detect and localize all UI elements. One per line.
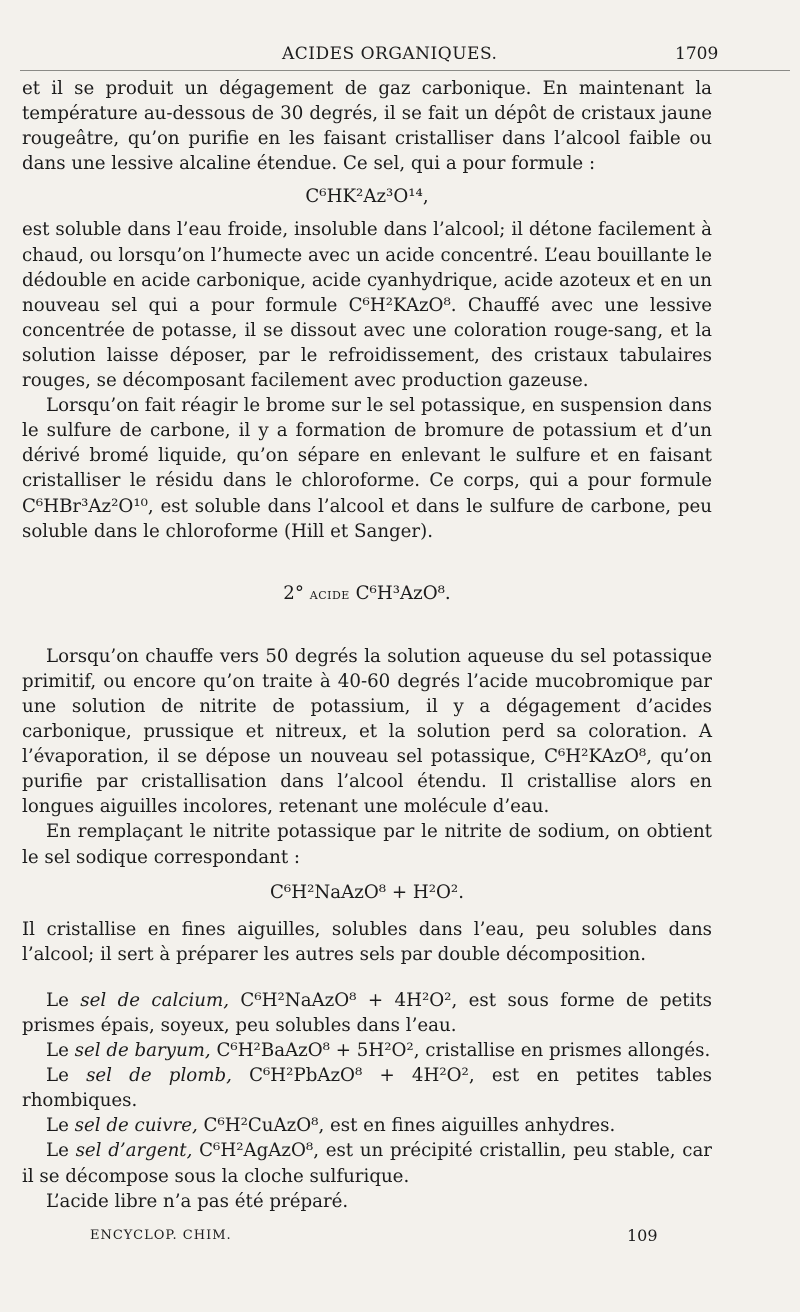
paragraph-7: L’acide libre n’a pas été préparé. xyxy=(46,1190,349,1212)
paragraph-3: Lorsqu’on fait réagir le brome sur le sel potassique, en suspension dans le sulfure de carbone, il y a formation de bromure de potassium et d’un dérivé bromé liquide, qu’on sépare en enlevant le sulfure et en faisant cristalliser le résidu dans le chloroforme. Ce corps, qui a pour formule C⁶HBr³Az²O¹⁰, est soluble dans l’alcool et dans le sulfure de carbone, peu soluble dans le chloroforme (Hill et Sanger). xyxy=(22,395,712,542)
running-header xyxy=(0,44,800,70)
salt-calcium: Le sel de calcium, C⁶H²NaAzO⁸ + 4H²O², est sous forme de petits prismes épais, soyeux, peu solubles dans l’eau. xyxy=(22,989,713,1036)
paragraph-4: Lorsqu’on chauffe vers 50 degrés la solution aqueuse du sel potassique primitif, ou encore qu’on traite à 40-60 degrés l’acide mucobromique par une solution de nitrite de potassium, il y a dégagement d’acides carbonique, prussique et nitreux, et la solution perd sa coloration. A l’évaporation, il se dépose un nouveau sel potassique, C⁶H²KAzO⁸, qu’on purifie par cristallisation dans l’alcool étendu. Il cristallise alors en longues aiguilles incolores, retenant une molécule d’eau. xyxy=(22,645,712,818)
section-number: 2° xyxy=(283,582,304,604)
section-word: acide xyxy=(309,584,350,603)
salt-name: sel de cuivre, xyxy=(74,1115,198,1137)
footer-signature: ENCYCLOP. CHIM. xyxy=(90,1228,232,1243)
section-heading xyxy=(22,581,712,607)
header-rule xyxy=(20,70,790,71)
salt-name: sel de baryum, xyxy=(74,1040,211,1062)
page-footer xyxy=(0,1228,800,1252)
salt-name: sel de plomb, xyxy=(86,1065,232,1087)
salt-argent: Le sel d’argent, C⁶H²AgAzO⁸, est un précipité cristallin, peu stable, car il se décompose sous la cloche sulfurique. xyxy=(22,1140,713,1187)
formula-1: C⁶HK²Az³O¹⁴, xyxy=(305,186,429,208)
paragraph-1: et il se produit un dégagement de gaz carbonique. En maintenant la température au-dessous de 30 degrés, il se fait un dépôt de cristaux jaune rougeâtre, qu’on purifie en les faisant cristalliser dans l’alcool faible ou dans une lessive alcaline étendue. Ce sel, qui a pour formule : xyxy=(22,78,712,175)
salt-cuivre: Le sel de cuivre, C⁶H²CuAzO⁸, est en fines aiguilles anhydres. xyxy=(46,1115,616,1137)
running-title: ACIDES ORGANIQUES. xyxy=(282,44,498,64)
body-text xyxy=(22,76,712,1214)
salt-name: sel d’argent, xyxy=(75,1140,193,1162)
salt-baryum: Le sel de baryum, C⁶H²BaAzO⁸ + 5H²O², cristallise en prismes allongés. xyxy=(46,1040,711,1062)
paragraph-6: Il cristallise en fines aiguilles, solubles dans l’eau, peu solubles dans l’alcool; il sert à préparer les autres sels par double décomposition. xyxy=(22,918,712,965)
salt-name: sel de calcium, xyxy=(80,989,230,1011)
section-formula: C⁶H³AzO⁸. xyxy=(355,582,451,604)
salts-list xyxy=(22,988,712,1189)
paragraph-2: est soluble dans l’eau froide, insoluble dans l’alcool; il détone facilement à chaud, ou lorsqu’on l’humecte avec un acide concentré. L’eau bouillante le dédouble en acide carbonique, acide cyanhydrique, acide azoteux et en un nouveau sel qui a pour formule C⁶H²KAzO⁸. Chauffé avec une lessive concentrée de potasse, il se dissout avec une coloration rouge-sang, et la solution laisse déposer, par le refroidissement, des cristaux tabulaires rouges, se décomposant facilement avec production gazeuse. xyxy=(22,219,712,392)
paragraph-5: En remplaçant le nitrite potassique par le nitrite de sodium, on obtient le sel sodique correspondant : xyxy=(22,821,712,868)
formula-2: C⁶H²NaAzO⁸ + H²O². xyxy=(270,881,464,903)
page-number: 1709 xyxy=(675,44,719,64)
sheet-number: 109 xyxy=(627,1226,658,1245)
salt-plomb: Le sel de plomb, C⁶H²PbAzO⁸ + 4H²O², est en petites tables rhombiques. xyxy=(22,1065,712,1112)
